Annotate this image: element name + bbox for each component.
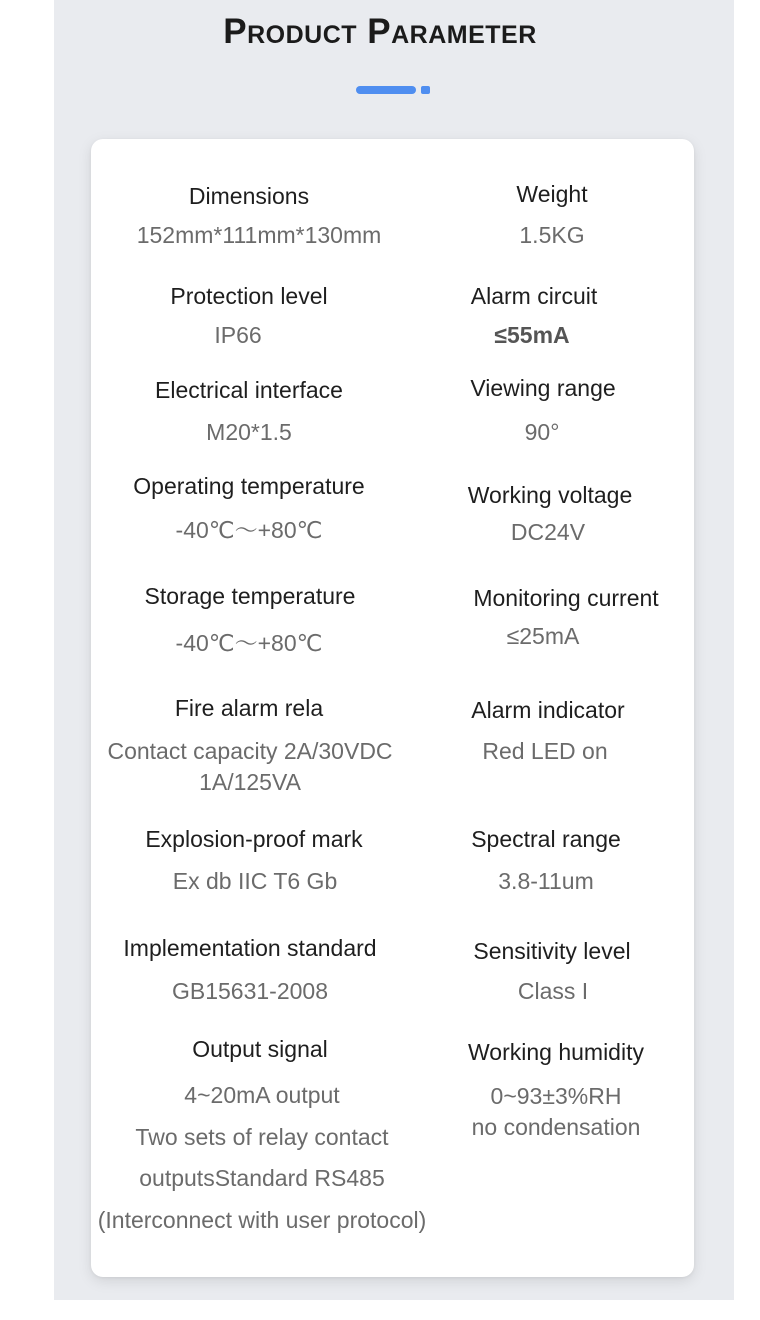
param-label-sensitivity-level: Sensitivity level (473, 938, 631, 964)
param-value-working-voltage: DC24V (510, 519, 586, 545)
param-label-implementation-standard: Implementation standard (123, 935, 377, 961)
param-label-spectral-range: Spectral range (471, 826, 621, 852)
param-label-working-voltage: Working voltage (467, 482, 633, 508)
param-value-electrical-interface: M20*1.5 (206, 419, 292, 445)
param-value-weight: 1.5KG (519, 222, 585, 248)
param-label-dimensions: Dimensions (188, 183, 310, 209)
page-title: Product Parameter (223, 12, 537, 51)
param-label-alarm-indicator: Alarm indicator (471, 697, 625, 723)
param-value-output-signal: 4~20mA output Two sets of relay contact outputsStandard RS485 (Interconnect with user protocol) (97, 1082, 427, 1233)
param-value-operating-temperature: -40℃～+80℃ (175, 517, 323, 543)
title-accent-dot (421, 86, 430, 94)
param-value-protection-level: IP66 (214, 322, 262, 348)
param-value-spectral-range: 3.8-11um (498, 868, 594, 894)
param-value-monitoring-current: ≤25mA (506, 623, 580, 649)
param-value-working-humidity: 0~93±3%RH no condensation (471, 1083, 641, 1140)
param-label-operating-temperature: Operating temperature (133, 473, 365, 499)
param-label-storage-temperature: Storage temperature (144, 583, 356, 609)
param-value-storage-temperature: -40℃～+80℃ (175, 630, 323, 656)
param-label-weight: Weight (516, 181, 588, 207)
title-accent-bar (356, 86, 416, 94)
param-value-implementation-standard: GB15631-2008 (171, 978, 329, 1004)
param-label-output-signal: Output signal (192, 1036, 328, 1062)
param-value-explosion-proof-mark: Ex db IIC T6 Gb (172, 868, 338, 894)
param-label-protection-level: Protection level (170, 283, 328, 309)
param-label-electrical-interface: Electrical interface (155, 377, 343, 403)
param-label-fire-alarm-relay: Fire alarm rela (174, 695, 324, 721)
param-value-alarm-indicator: Red LED on (482, 738, 608, 764)
param-label-working-humidity: Working humidity (468, 1039, 644, 1065)
param-value-viewing-range: 90° (524, 419, 560, 445)
param-label-monitoring-current: Monitoring current (473, 585, 659, 611)
param-value-fire-alarm-relay: Contact capacity 2A/30VDC 1A/125VA (107, 738, 393, 795)
param-label-alarm-circuit: Alarm circuit (470, 283, 598, 309)
param-value-alarm-circuit: ≤55mA (494, 322, 570, 348)
param-value-dimensions: 152mm*111mm*130mm (136, 222, 382, 248)
param-label-viewing-range: Viewing range (470, 375, 616, 401)
param-label-explosion-proof-mark: Explosion-proof mark (145, 826, 363, 852)
param-value-sensitivity-level: Class I (517, 978, 589, 1004)
